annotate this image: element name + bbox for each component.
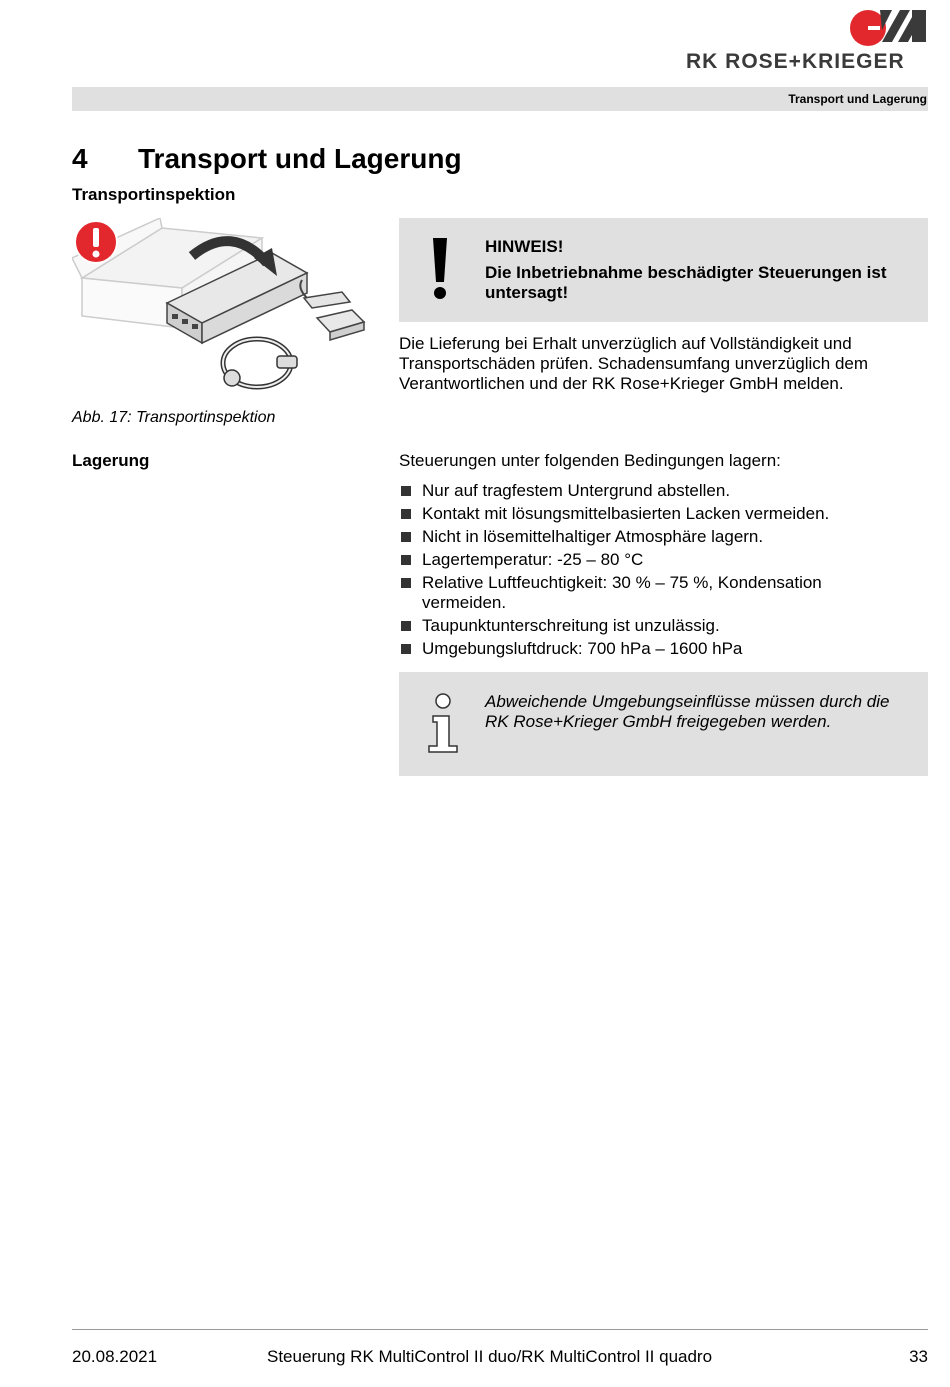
warning-icon bbox=[75, 221, 117, 263]
list-item bbox=[399, 527, 899, 547]
storage-conditions-list bbox=[399, 481, 899, 662]
bullet-icon bbox=[401, 621, 411, 631]
bullet-icon bbox=[401, 486, 411, 496]
list-item bbox=[399, 616, 899, 636]
list-item-text: Nicht in lösemittelhaltiger Atmosphäre lagern. bbox=[422, 527, 764, 546]
storage-subtitle: Lagerung bbox=[72, 451, 150, 470]
delivery-inspection-text: Die Lieferung bei Erhalt unverzüglich auf Vollständigkeit und Transportschäden prüfen. Schadensumfang unverzüglich dem Verantwortlichen und der RK Rose+Krieger GmbH melden. bbox=[399, 334, 869, 393]
list-item-text: Relative Luftfeuchtigkeit: 30 % – 75 %, Kondensation vermeiden. bbox=[422, 573, 822, 612]
exclamation-icon bbox=[429, 238, 451, 300]
bullet-icon bbox=[401, 578, 411, 588]
footer-date: 20.08.2021 bbox=[72, 1347, 158, 1366]
info-icon bbox=[425, 692, 461, 754]
footer-divider bbox=[72, 1329, 928, 1330]
notice-text: Die Inbetriebnahme beschädigter Steuerungen ist untersagt! bbox=[485, 263, 887, 302]
storage-intro: Steuerungen unter folgenden Bedingungen lagern: bbox=[399, 451, 781, 470]
list-item-text: Nur auf tragfestem Untergrund abstellen. bbox=[422, 481, 731, 500]
list-item bbox=[399, 481, 899, 501]
info-text: Abweichende Umgebungseinflüsse müssen durch die RK Rose+Krieger GmbH freigegeben werden. bbox=[485, 692, 890, 731]
figure-caption: Abb. 17: Transportinspektion bbox=[72, 409, 276, 426]
chapter-title: Transport und Lagerung bbox=[138, 143, 462, 174]
bullet-icon bbox=[401, 555, 411, 565]
notice-heading: HINWEIS! bbox=[485, 237, 564, 256]
list-item bbox=[399, 504, 899, 524]
rk-logo-icon bbox=[686, 8, 930, 48]
list-item-text: Taupunktunterschreitung ist unzulässig. bbox=[422, 616, 720, 635]
list-item-text: Kontakt mit lösungsmittelbasierten Lacken vermeiden. bbox=[422, 504, 830, 523]
list-item-text: Umgebungsluftdruck: 700 hPa – 1600 hPa bbox=[422, 639, 743, 658]
footer-document-title: Steuerung RK MultiControl II duo/RK MultiControl II quadro bbox=[267, 1347, 713, 1366]
transport-inspection-figure bbox=[72, 218, 370, 396]
chapter-number: 4 bbox=[72, 143, 88, 174]
list-item-text: Lagertemperatur: -25 – 80 °C bbox=[422, 550, 644, 569]
bullet-icon bbox=[401, 644, 411, 654]
rk-rose-krieger-logo bbox=[686, 8, 930, 74]
page-number: 33 bbox=[909, 1347, 928, 1366]
list-item bbox=[399, 550, 899, 570]
notice-box bbox=[399, 218, 928, 322]
list-item bbox=[399, 639, 899, 659]
bullet-icon bbox=[401, 532, 411, 542]
info-box bbox=[399, 672, 928, 776]
bullet-icon bbox=[401, 509, 411, 519]
transport-subtitle: Transportinspektion bbox=[72, 185, 236, 204]
header-bar bbox=[72, 87, 928, 111]
section-label: Transport und Lagerung bbox=[788, 92, 927, 106]
brand-name: RK ROSE+KRIEGER bbox=[686, 50, 905, 73]
list-item bbox=[399, 573, 899, 613]
